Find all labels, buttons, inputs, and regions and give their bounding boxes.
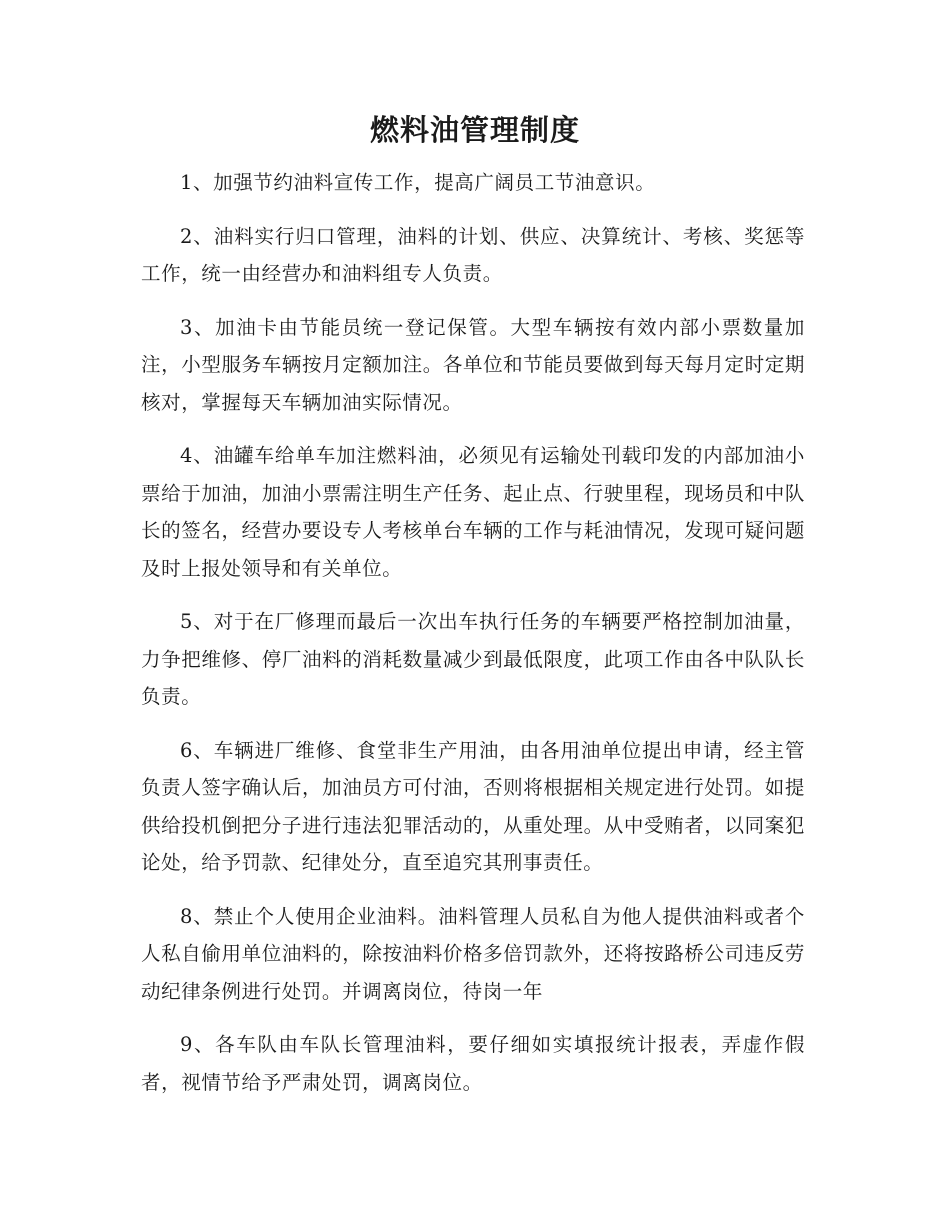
paragraph-4: 4、油罐车给单车加注燃料油，必须见有运输处刊载印发的内部加油小票给于加油，加油小票需注明生产任务、起止点、行驶里程，现场员和中队长的签名，经营办要设专人考核单台车辆的工作与耗油情况，发现可疑问题及时上报处领导和有关单位。 xyxy=(141,444,805,580)
paragraph-8: 8、禁止个人使用企业油料。油料管理人员私自为他人提供油料或者个人私自偷用单位油料的，除按油料价格多倍罚款外，还将按路桥公司违反劳动纪律条例进行处罚。并调离岗位，待岗一年 xyxy=(141,904,805,1003)
document-body xyxy=(141,164,805,1117)
paragraph-2: 2、油料实行归口管理，油料的计划、供应、决算统计、考核、奖惩等工作，统一由经营办和油料组专人负责。 xyxy=(141,224,805,285)
paragraph-6: 6、车辆进厂维修、食堂非生产用油，由各用油单位提出申请，经主管负责人签字确认后，加油员方可付油，否则将根据相关规定进行处罚。如提供给投机倒把分子进行违法犯罪活动的，从重处理。从中受贿者，以同案犯论处，给予罚款、纪律处分，直至追究其刑事责任。 xyxy=(141,738,805,874)
paragraph-9: 9、各车队由车队长管理油料，要仔细如实填报统计报表，弄虚作假者，视情节给予严肃处罚，调离岗位。 xyxy=(141,1033,805,1094)
paragraph-1: 1、加强节约油料宣传工作，提高广阔员工节油意识。 xyxy=(180,171,656,194)
paragraph-5: 5、对于在厂修理而最后一次出车执行任务的车辆要严格控制加油量，力争把维修、停厂油料的消耗数量减少到最低限度，此项工作由各中队队长负责。 xyxy=(141,610,805,708)
document-title: 燃料油管理制度 xyxy=(369,113,580,147)
paragraph-3: 3、加油卡由节能员统一登记保管。大型车辆按有效内部小票数量加注，小型服务车辆按月定额加注。各单位和节能员要做到每天每月定时定期核对，掌握每天车辆加油实际情况。 xyxy=(141,315,805,414)
